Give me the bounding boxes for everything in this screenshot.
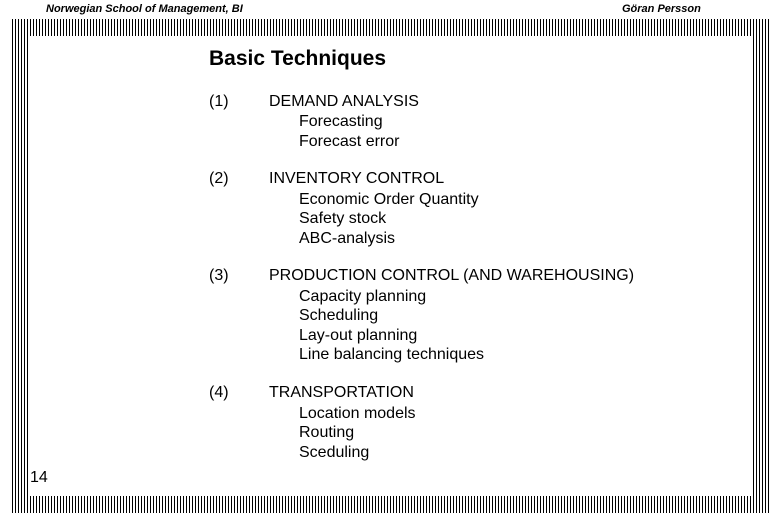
section-item: Lay-out planning — [299, 327, 418, 344]
section-heading: PRODUCTION CONTROL (AND WAREHOUSING) — [269, 267, 635, 284]
section-item: Routing — [299, 424, 355, 441]
section-heading: INVENTORY CONTROL — [269, 170, 445, 187]
section-heading: DEMAND ANALYSIS — [269, 93, 419, 110]
section-item: Sceduling — [299, 444, 370, 461]
section-item: ABC-analysis — [299, 230, 396, 247]
header-institution: Norwegian School of Management, BI — [46, 3, 243, 15]
section-number: (2) — [209, 170, 229, 187]
section-item: Line balancing techniques — [299, 346, 485, 363]
slide-title: Basic Techniques — [209, 47, 387, 70]
section-number: (1) — [209, 93, 229, 110]
section-item: Location models — [299, 405, 416, 422]
section-number: (4) — [209, 384, 229, 401]
section-number: (3) — [209, 267, 229, 284]
section-item: Forecast error — [299, 133, 400, 150]
section-item: Economic Order Quantity — [299, 191, 479, 208]
section-item: Safety stock — [299, 210, 387, 227]
section-heading: TRANSPORTATION — [269, 384, 414, 401]
section-item: Capacity planning — [299, 288, 427, 305]
section-item: Forecasting — [299, 113, 383, 130]
header-author: Göran Persson — [622, 3, 701, 15]
section-item: Scheduling — [299, 307, 379, 324]
page-number: 14 — [30, 469, 48, 486]
